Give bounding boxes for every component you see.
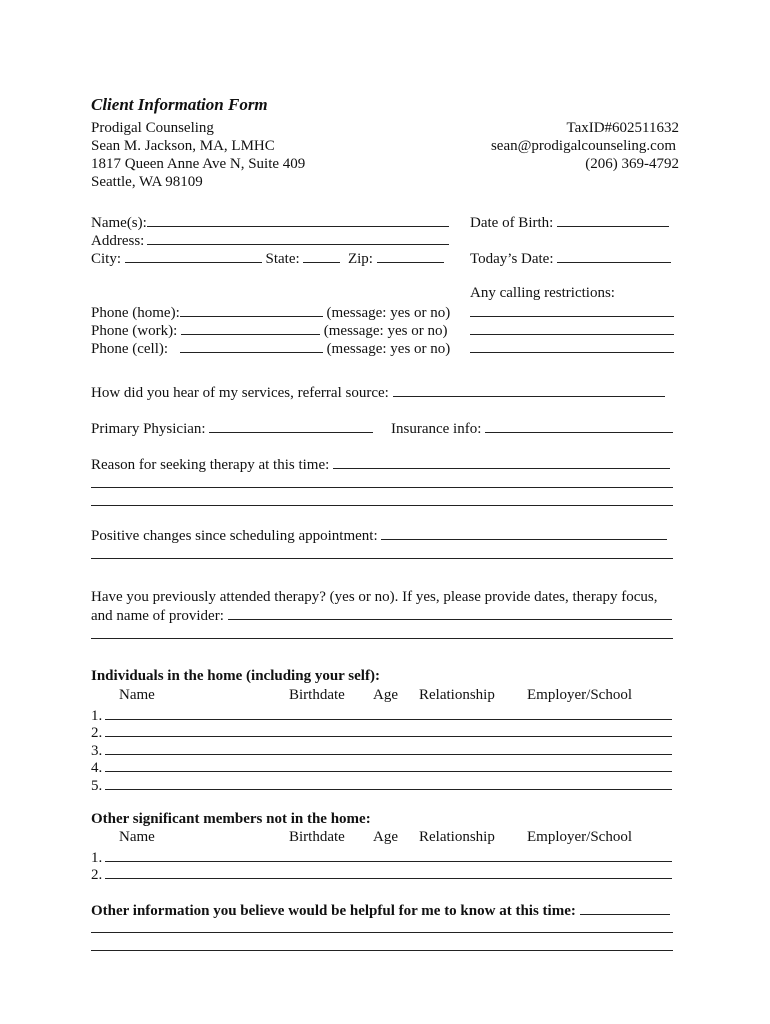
physician-input-line[interactable] bbox=[209, 418, 373, 433]
practice-name: Prodigal Counseling bbox=[91, 120, 214, 136]
others-heading: Other significant members not in the home: bbox=[91, 811, 371, 827]
phone-work-input-line[interactable] bbox=[181, 320, 320, 335]
phone-work-field[interactable] bbox=[91, 320, 447, 340]
household-row[interactable] bbox=[91, 775, 672, 795]
row-number: 4. bbox=[91, 760, 103, 776]
provider-input-line[interactable] bbox=[228, 605, 672, 620]
zip-label: Zip: bbox=[347, 251, 373, 267]
row-number: 2. bbox=[91, 867, 103, 883]
phone-work-message: (message: yes or no) bbox=[323, 323, 448, 339]
row-number: 2. bbox=[91, 725, 103, 741]
phone-home-label: Phone (home): bbox=[91, 305, 180, 321]
reason-label: Reason for seeking therapy at this time: bbox=[91, 457, 330, 473]
calling-restrictions-line-2[interactable] bbox=[470, 320, 674, 340]
others-row[interactable] bbox=[91, 864, 672, 884]
physician-field[interactable] bbox=[91, 418, 373, 438]
zip-input-line[interactable] bbox=[377, 248, 444, 263]
address-label: Address: bbox=[91, 233, 145, 249]
positive-changes-input-line[interactable] bbox=[381, 525, 667, 540]
other-info-line-2[interactable] bbox=[91, 932, 673, 933]
phone-cell-message: (message: yes or no) bbox=[326, 341, 451, 357]
phone-work-label: Phone (work): bbox=[91, 323, 178, 339]
today-date-label: Today’s Date: bbox=[470, 251, 554, 267]
reason-input-line[interactable] bbox=[333, 454, 670, 469]
referral-label: How did you hear of my services, referral source: bbox=[91, 385, 389, 401]
phone-cell-input-line[interactable] bbox=[180, 338, 323, 353]
previous-therapy-question: Have you previously attended therapy? (yes or no). If yes, please provide dates, therapy focus, bbox=[91, 589, 658, 605]
row-number: 3. bbox=[91, 743, 103, 759]
tax-id: TaxID#602511632 bbox=[566, 120, 679, 136]
provider-field[interactable] bbox=[91, 605, 672, 625]
today-date-field[interactable] bbox=[470, 248, 671, 268]
other-info-field[interactable] bbox=[91, 900, 670, 920]
dob-field[interactable] bbox=[470, 212, 669, 232]
others-col-age: Age bbox=[373, 829, 398, 845]
positive-changes-label: Positive changes since scheduling appointment: bbox=[91, 528, 378, 544]
city-label: City: bbox=[91, 251, 122, 267]
referral-input-line[interactable] bbox=[393, 382, 665, 397]
address-field[interactable] bbox=[91, 230, 449, 250]
counselor-name: Sean M. Jackson, MA, LMHC bbox=[91, 138, 275, 154]
email: sean@prodigalcounseling.com bbox=[490, 138, 676, 154]
calling-restrictions-label: Any calling restrictions: bbox=[470, 285, 615, 301]
row-number: 1. bbox=[91, 708, 103, 724]
names-label: Name(s): bbox=[91, 215, 147, 231]
positive-changes-field[interactable] bbox=[91, 525, 667, 545]
provider-line-2[interactable] bbox=[91, 638, 673, 639]
other-info-line-3[interactable] bbox=[91, 950, 673, 951]
other-info-input-line[interactable] bbox=[580, 900, 670, 915]
calling-restrictions-line-1[interactable] bbox=[470, 302, 674, 322]
other-info-label: Other information you believe would be helpful for me to know at this time: bbox=[91, 903, 576, 919]
dob-label: Date of Birth: bbox=[470, 215, 554, 231]
household-col-birthdate: Birthdate bbox=[289, 687, 345, 703]
provider-label: and name of provider: bbox=[91, 608, 224, 624]
household-col-name: Name bbox=[119, 687, 155, 703]
names-input-line[interactable] bbox=[147, 212, 449, 227]
city-state-zip: Seattle, WA 98109 bbox=[91, 174, 203, 190]
household-col-employer: Employer/School bbox=[527, 687, 632, 703]
household-col-age: Age bbox=[373, 687, 398, 703]
physician-label: Primary Physician: bbox=[91, 421, 206, 437]
today-date-input-line[interactable] bbox=[557, 248, 671, 263]
city-field[interactable] bbox=[91, 248, 444, 268]
others-col-employer: Employer/School bbox=[527, 829, 632, 845]
household-row[interactable] bbox=[91, 722, 672, 742]
address-input-line[interactable] bbox=[147, 230, 449, 245]
phone-home-message: (message: yes or no) bbox=[326, 305, 451, 321]
city-input-line[interactable] bbox=[125, 248, 262, 263]
phone-home-field[interactable] bbox=[91, 302, 450, 322]
street-address: 1817 Queen Anne Ave N, Suite 409 bbox=[91, 156, 306, 172]
phone-cell-label: Phone (cell): bbox=[91, 341, 169, 357]
calling-restrictions-line-3[interactable] bbox=[470, 338, 674, 358]
names-field[interactable] bbox=[91, 212, 449, 232]
household-col-relationship: Relationship bbox=[419, 687, 495, 703]
reason-line-2[interactable] bbox=[91, 487, 673, 488]
phone-number: (206) 369-4792 bbox=[585, 156, 679, 172]
phone-home-input-line[interactable] bbox=[180, 302, 323, 317]
insurance-label: Insurance info: bbox=[391, 421, 482, 437]
insurance-input-line[interactable] bbox=[485, 418, 673, 433]
insurance-field[interactable] bbox=[391, 418, 673, 438]
household-heading: Individuals in the home (including your self): bbox=[91, 668, 380, 684]
row-number: 5. bbox=[91, 778, 103, 794]
page-title: Client Information Form bbox=[91, 95, 268, 114]
phone-cell-field[interactable] bbox=[91, 338, 450, 358]
state-input-line[interactable] bbox=[303, 248, 340, 263]
others-col-relationship: Relationship bbox=[419, 829, 495, 845]
referral-field[interactable] bbox=[91, 382, 665, 402]
others-col-name: Name bbox=[119, 829, 155, 845]
state-label: State: bbox=[265, 251, 300, 267]
others-col-birthdate: Birthdate bbox=[289, 829, 345, 845]
reason-field[interactable] bbox=[91, 454, 670, 474]
household-row[interactable] bbox=[91, 757, 672, 777]
dob-input-line[interactable] bbox=[557, 212, 669, 227]
reason-line-3[interactable] bbox=[91, 505, 673, 506]
positive-changes-line-2[interactable] bbox=[91, 558, 673, 559]
row-number: 1. bbox=[91, 850, 103, 866]
